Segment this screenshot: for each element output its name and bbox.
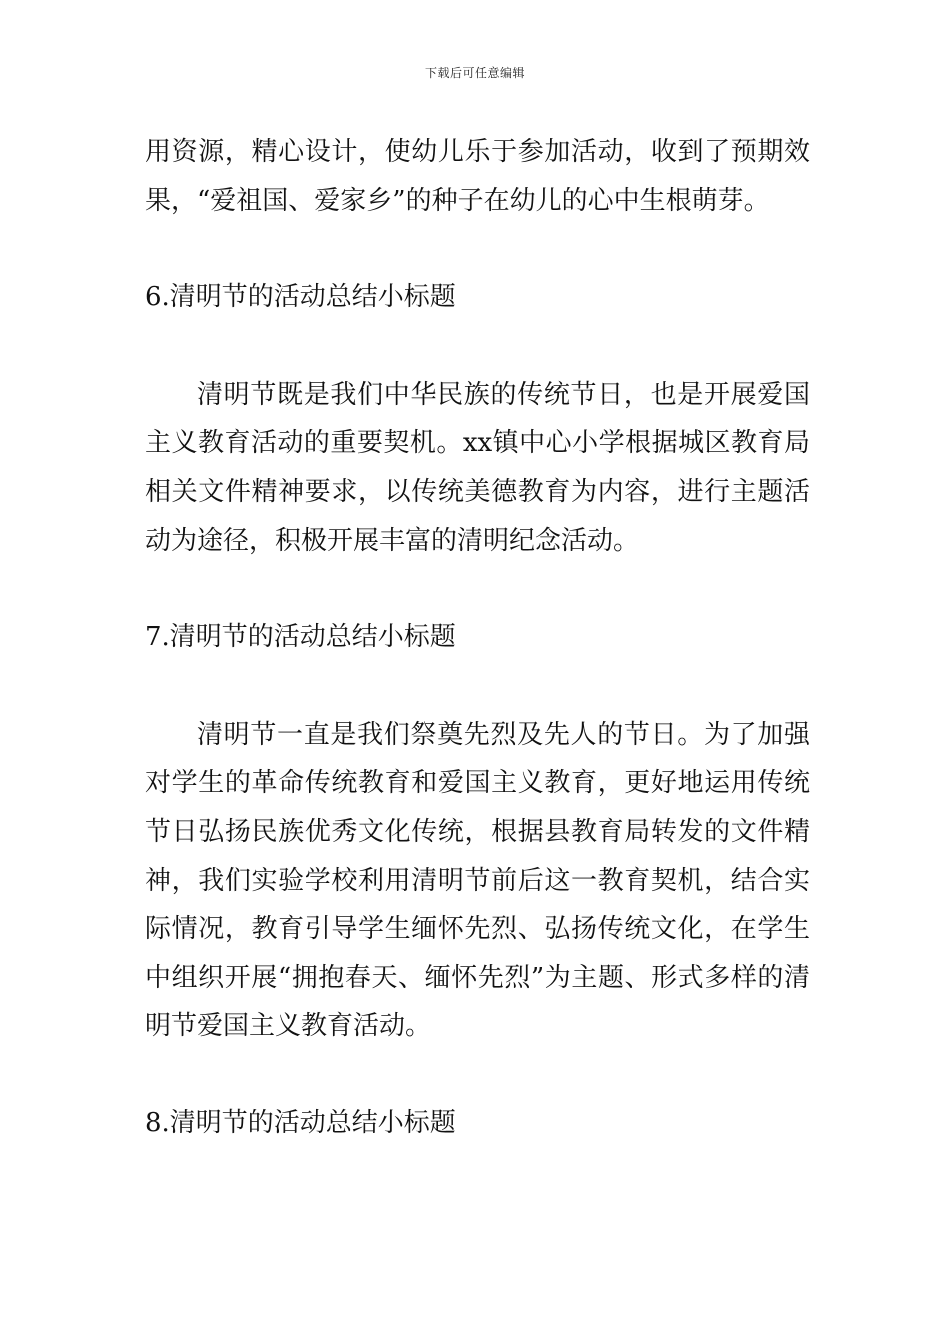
- section-heading-6: 6.清明节的活动总结小标题: [145, 282, 456, 313]
- paragraph-continued: 用资源，精心设计，使幼儿乐于参加活动，收到了预期效果，“爱祖国、爱家乡”的种子在幼儿的心中生根萌芽。: [145, 137, 810, 216]
- document-body: [145, 128, 810, 1148]
- section-heading-7: 7.清明节的活动总结小标题: [145, 622, 456, 653]
- section-heading-8: 8.清明节的活动总结小标题: [145, 1107, 456, 1138]
- page-header-note: 下载后可任意编辑: [424, 66, 525, 80]
- paragraph-section-7: 清明节一直是我们祭奠先烈及先人的节日。为了加强对学生的革命传统教育和爱国主义教育，更好地运用传统节日弘扬民族优秀文化传统，根据县教育局转发的文件精神，我们实验学校利用清明节前后这一教育契机，结合实际情况，教育引导学生缅怀先烈、弘扬传统文化，在学生中组织开展“拥抱春天、缅怀先烈”为主题、形式多样的清明节爱国主义教育活动。: [145, 719, 810, 1042]
- paragraph-section-6: 清明节既是我们中华民族的传统节日，也是开展爱国主义教育活动的重要契机。xx镇中心小学根据城区教育局相关文件精神要求，以传统美德教育为内容，进行主题活动为途径，积极开展丰富的清明纪念活动。: [145, 379, 810, 556]
